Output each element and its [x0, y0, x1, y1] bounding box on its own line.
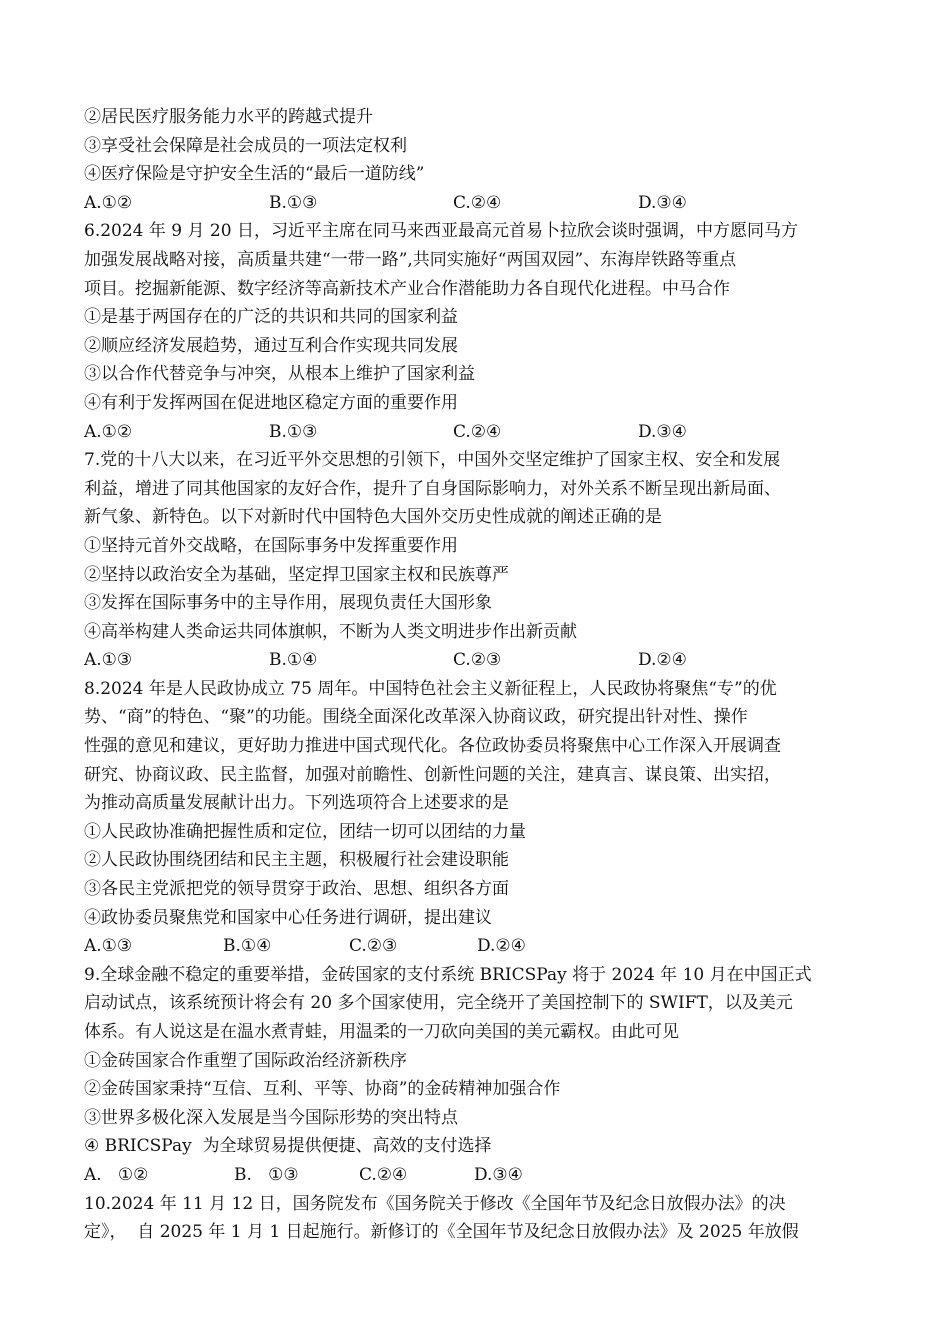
question-9 [84, 961, 870, 1190]
statement-3: ③各民主党派把党的领导贯穿于政治、思想、组织各方面 [84, 879, 509, 900]
statement-1: ①人民政协准确把握性质和定位，团结一切可以团结的力量 [84, 821, 526, 842]
statement-4: ④医疗保险是守护安全生活的“最后一道防线” [84, 164, 425, 185]
answer-options [84, 189, 870, 218]
statement-3: ③世界多极化深入发展是当今国际形势的突出特点 [84, 1107, 458, 1128]
question-stem-line: 7.党的十八大以来，在习近平外交思想的引领下，中国外交坚定维护了国家主权、安全和发展 [84, 450, 781, 471]
question-stem-line: 启动试点，该系统预计将会有 20 多个国家使用，完全绕开了美国控制下的 SWIFT，以及美元 [84, 993, 793, 1014]
statement-3: ③以合作代替竞争与冲突，从根本上维护了国家利益 [84, 364, 475, 385]
statement-4: ④有利于发挥两国在促进地区稳定方面的重要作用 [84, 392, 458, 413]
answer-options [84, 932, 870, 961]
question-stem-line: 性强的意见和建议，更好助力推进中国式现代化。各位政协委员将聚焦中心工作深入开展调查 [84, 736, 781, 757]
question-stem-line: 为推动高质量发展献计出力。下列选项符合上述要求的是 [84, 793, 509, 814]
option-a[interactable]: A.①③ [84, 936, 133, 957]
statement-1: ①金砖国家合作重塑了国际政治经济新秩序 [84, 1050, 407, 1071]
statement-4: ④政协委员聚焦党和国家中心任务进行调研，提出建议 [84, 907, 492, 928]
option-a[interactable]: A.①③ [84, 650, 133, 671]
option-c[interactable]: C.②③ [453, 650, 502, 671]
option-d[interactable]: D.③④ [474, 1164, 523, 1185]
option-b[interactable]: B.①④ [223, 936, 272, 957]
question-stem-line: 6.2024 年 9 月 20 日，习近平主席在同马来西亚最高元首易卜拉欣会谈时强调，中方愿同马方 [84, 221, 798, 242]
question-stem-line: 体系。有人说这是在温水煮青蛙，用温柔的一刀砍向美国的美元霸权。由此可见 [84, 1022, 679, 1042]
option-b[interactable]: B.①③ [269, 421, 318, 442]
option-a[interactable]: A.①② [84, 192, 133, 213]
statement-1: ①是基于两国存在的广泛的共识和共同的国家利益 [84, 307, 458, 328]
question-5-tail [84, 103, 870, 217]
option-d[interactable]: D.③④ [638, 421, 687, 442]
answer-options [84, 646, 870, 675]
question-6 [84, 217, 870, 446]
question-stem-line: 势、“商”的特色、“聚”的功能。围绕全面深化改革深入协商议政，研究提出针对性、操作 [84, 707, 748, 728]
statement-3: ③享受社会保障是社会成员的一项法定权利 [84, 135, 407, 156]
option-c[interactable]: C.②④ [359, 1164, 408, 1185]
answer-options [84, 418, 870, 447]
statement-2: ②顺应经济发展趋势，通过互利合作实现共同发展 [84, 335, 458, 356]
option-b[interactable]: B.①③ [269, 192, 318, 213]
question-stem-line: 10.2024 年 11 月 12 日，国务院发布《国务院关于修改《全国年节及纪念日放假办法》的决 [84, 1193, 786, 1214]
option-b[interactable]: B.①④ [269, 650, 318, 671]
question-10 [84, 1190, 870, 1247]
question-8 [84, 675, 870, 961]
question-stem-line: 新气象、新特色。以下对新时代中国特色大国外交历史性成就的阐述正确的是 [84, 507, 662, 528]
statement-2: ②居民医疗服务能力水平的跨越式提升 [84, 107, 373, 127]
option-c[interactable]: C.②④ [453, 421, 502, 442]
question-stem-line: 利益，增进了同其他国家的友好合作，提升了自身国际影响力，对外关系不断呈现出新局面、 [84, 478, 781, 499]
option-a[interactable]: A.①② [84, 421, 133, 442]
statement-2: ②坚持以政治安全为基础，坚定捍卫国家主权和民族尊严 [84, 564, 509, 585]
statement-2: ②金砖国家秉持“互信、互利、平等、协商”的金砖精神加强合作 [84, 1079, 561, 1100]
statement-4: ④高举构建人类命运共同体旗帜，不断为人类文明进步作出新贡献 [84, 621, 577, 642]
option-c[interactable]: C.②④ [453, 192, 502, 213]
statement-3: ③发挥在国际事务中的主导作用，展现负责任大国形象 [84, 593, 492, 614]
question-stem-line: 8.2024 年是人民政协成立 75 周年。中国特色社会主义新征程上，人民政协将聚焦“专”的优 [84, 678, 777, 699]
option-d[interactable]: D.③④ [638, 192, 687, 213]
question-stem-line: 加强发展战略对接，高质量共建“一带一路”,共同实施好“两国双园”、东海岸铁路等重点 [84, 249, 737, 270]
statement-2: ②人民政协围绕团结和民主主题，积极履行社会建设职能 [84, 850, 509, 871]
question-7 [84, 446, 870, 675]
option-a[interactable]: A. ①② [84, 1164, 149, 1185]
question-stem-line: 9.全球金融不稳定的重要举措，金砖国家的支付系统 BRICSPay 将于 2024 年 10 月在中国正式 [84, 964, 812, 985]
question-stem-line: 定》， 自 2025 年 1 月 1 日起施行。新修订的《全国年节及纪念日放假办法》及 2025 年放假 [84, 1222, 799, 1243]
answer-options [84, 1161, 870, 1190]
statement-4: ④ BRICSPay 为全球贸易提供便捷、高效的支付选择 [84, 1136, 492, 1157]
option-d[interactable]: D.②④ [638, 650, 687, 671]
exam-page [84, 103, 870, 1247]
option-b[interactable]: B. ①③ [234, 1164, 299, 1185]
question-stem-line: 研究、协商议政、民主监督，加强对前瞻性、创新性问题的关注，建真言、谋良策、出实招， [84, 764, 781, 785]
question-stem-line: 项目。挖掘新能源、数字经济等高新技术产业合作潜能助力各自现代化进程。中马合作 [84, 278, 730, 299]
statement-1: ①坚持元首外交战略，在国际事务中发挥重要作用 [84, 535, 458, 556]
option-d[interactable]: D.②④ [477, 936, 526, 957]
option-c[interactable]: C.②③ [349, 936, 398, 957]
